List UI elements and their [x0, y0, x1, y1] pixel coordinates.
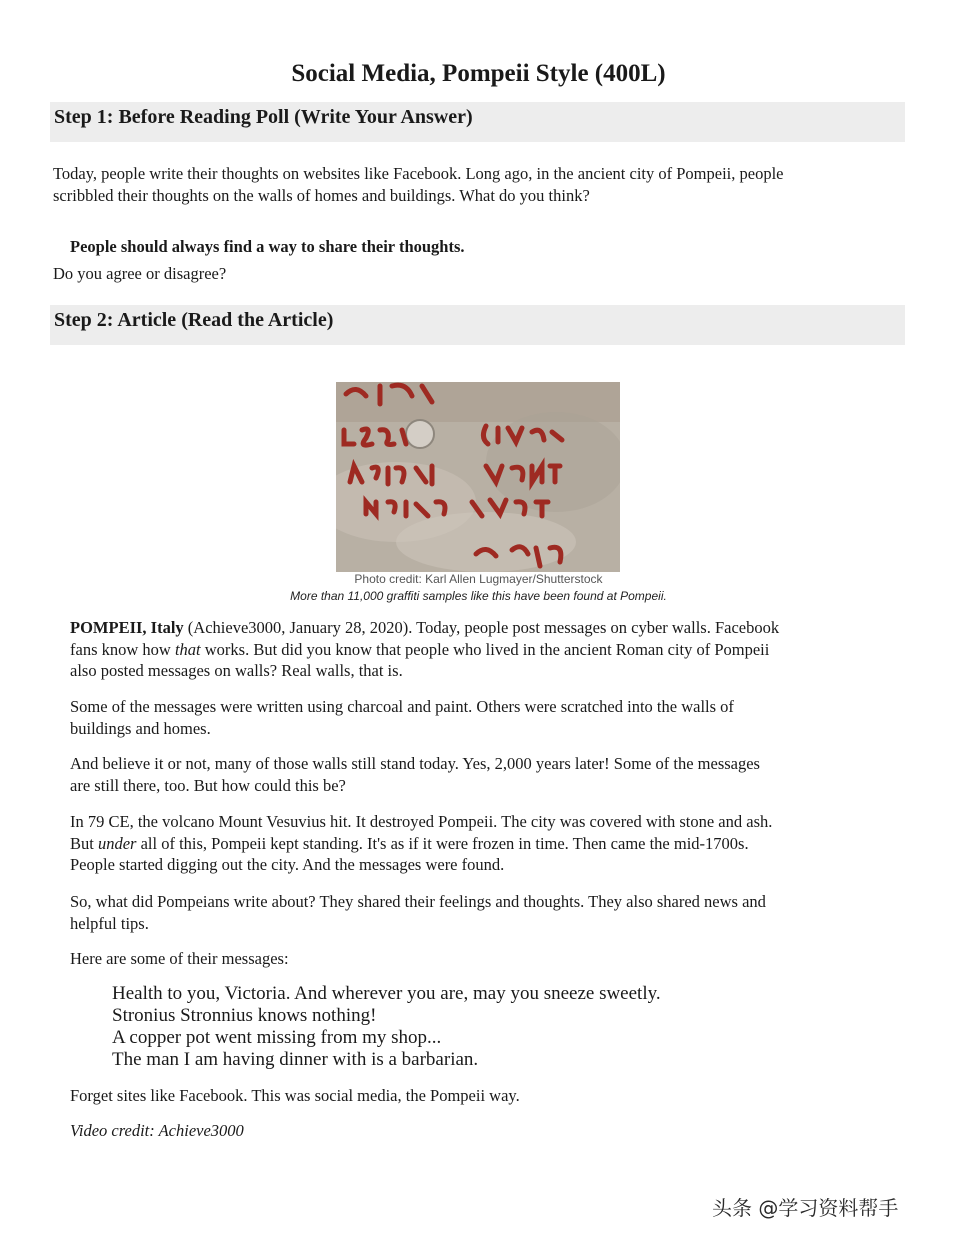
step1-intro-line2: scribbled their thoughts on the walls of homes and buildings. What do you think? [53, 186, 590, 205]
step1-heading: Step 1: Before Reading Poll (Write Your Answer) [54, 106, 473, 128]
poll-statement: People should always find a way to share their thoughts. [70, 237, 465, 256]
article-p4-line1: In 79 CE, the volcano Mount Vesuvius hit. It destroyed Pompeii. The city was covered with stone and ash. [70, 812, 773, 831]
article-dateline: POMPEII, Italy [70, 618, 184, 637]
step2-heading: Step 2: Article (Read the Article) [54, 309, 334, 331]
article-paragraph-2 [70, 696, 900, 739]
article-p4-line3: People started digging out the city. And the messages were found. [70, 855, 505, 874]
watermark: 头条 @学习资料帮手 [712, 1196, 899, 1220]
article-p1-line1: (Achieve3000, January 28, 2020). Today, people post messages on cyber walls. Facebook [183, 618, 780, 637]
article-paragraph-1 [70, 617, 900, 682]
video-credit: Video credit: Achieve3000 [70, 1121, 244, 1140]
article-p3-line2: are still there, too. But how could this be? [70, 775, 346, 795]
poll-question: Do you agree or disagree? [53, 264, 227, 283]
article-paragraph-3 [70, 753, 900, 796]
quote-line: Stronius Stronnius knows nothing! [112, 1005, 377, 1026]
graffiti-photo [336, 382, 620, 572]
article-p1-line2-a: fans know how [70, 639, 175, 659]
article-p4-emphasis: under [97, 833, 137, 853]
article-p2-line1: Some of the messages were written using charcoal and paint. Others were scratched into the walls of [70, 697, 734, 716]
step1-intro [53, 163, 783, 207]
step1-header [50, 102, 905, 142]
article-p4-line2-b: all of this, Pompeii kept standing. It's as if it were frozen in time. Then came the mid-1700s. [136, 833, 749, 853]
article-p2-line2: buildings and homes. [70, 718, 211, 738]
article-paragraph-7: Forget sites like Facebook. This was social media, the Pompeii way. [70, 1086, 520, 1105]
graffiti-wall-image [336, 382, 620, 572]
article-paragraph-6: Here are some of their messages: [70, 949, 289, 968]
article-p1-line2-b: works. But did you know that people who lived in the ancient Roman city of Pompeii [200, 639, 770, 659]
step1-intro-line1: Today, people write their thoughts on websites like Facebook. Long ago, in the ancient city of Pompeii, people [53, 164, 784, 183]
step2-header [50, 305, 905, 345]
article-paragraph-4 [70, 811, 900, 876]
quote-line: The man I am having dinner with is a barbarian. [112, 1049, 479, 1070]
photo-credit: Photo credit: Karl Allen Lugmayer/Shutterstock [354, 572, 603, 586]
article-p4-line2-a: But [70, 833, 98, 853]
article-p3-line1: And believe it or not, many of those walls still stand today. Yes, 2,000 years later! Some of the messages [70, 754, 760, 773]
article-p1-emphasis: that [174, 639, 201, 659]
photo-caption: More than 11,000 graffiti samples like this have been found at Pompeii. [290, 589, 667, 603]
article-p5-line1: So, what did Pompeians write about? They shared their feelings and thoughts. They also shared news and [70, 892, 766, 911]
article-paragraph-5 [70, 891, 900, 934]
quote-line: Health to you, Victoria. And wherever you are, may you sneeze sweetly. [112, 983, 661, 1004]
page-title: Social Media, Pompeii Style (400L) [291, 60, 666, 87]
quote-line: A copper pot went missing from my shop... [112, 1027, 442, 1048]
article-p1-line3: also posted messages on walls? Real walls, that is. [70, 661, 403, 680]
article-p5-line2: helpful tips. [70, 913, 149, 933]
